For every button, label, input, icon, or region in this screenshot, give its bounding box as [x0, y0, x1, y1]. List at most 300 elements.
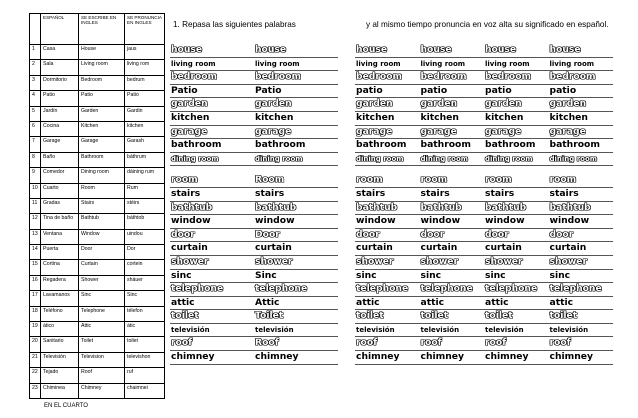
practice-word: patio [484, 84, 549, 98]
practice-spacer [170, 166, 338, 175]
section-title: EN EL CUARTO [44, 403, 88, 409]
practice-word: sinc [484, 269, 549, 283]
practice-word: Door [254, 228, 338, 242]
english-word: Shower [79, 275, 125, 290]
practice-word: televisión [549, 323, 614, 337]
practice-word: garden [420, 98, 485, 112]
practice-row [355, 323, 613, 337]
practice-word: dining room [420, 152, 485, 166]
header-written-english: SE ESCRIBE EN INGLES [79, 14, 125, 45]
practice-word: shower [484, 255, 549, 269]
pronunciation: báthtob [125, 214, 165, 229]
spanish-word: Ventana [41, 229, 79, 244]
practice-word: Sinc [254, 269, 338, 283]
table-row [30, 260, 165, 275]
table-row [30, 368, 165, 383]
practice-word: attic [484, 296, 549, 310]
practice-row [170, 310, 338, 324]
table-row [30, 275, 165, 290]
header-pronunciation: SE PRONUNCIA EN INGLES [125, 14, 165, 45]
row-number: 13 [30, 229, 41, 244]
practice-word: stairs [170, 187, 254, 201]
practice-row [170, 242, 338, 256]
row-number: 3 [30, 75, 41, 90]
practice-row [355, 139, 613, 153]
pronunciation: dáining rum [125, 168, 165, 183]
practice-word: televisión [170, 323, 254, 337]
practice-word: shower [254, 255, 338, 269]
practice-row [170, 215, 338, 229]
practice-word: living room [420, 57, 485, 71]
practice-word: roof [549, 337, 614, 351]
practice-word: dining room [355, 152, 420, 166]
english-word: House [79, 45, 125, 60]
practice-word: door [549, 228, 614, 242]
table-row [30, 352, 165, 367]
spanish-word: ático [41, 322, 79, 337]
spanish-word: Lavamanos [41, 291, 79, 306]
spanish-word: Cuarto [41, 183, 79, 198]
practice-row [170, 283, 338, 297]
practice-row [355, 269, 613, 283]
practice-row [170, 228, 338, 242]
english-word: Stairs [79, 198, 125, 213]
row-number: 1 [30, 45, 41, 60]
english-word: Garage [79, 137, 125, 152]
practice-word: bathroom [549, 139, 614, 153]
practice-row [170, 337, 338, 351]
practice-word: stairs [254, 187, 338, 201]
practice-word: bedroom [355, 71, 420, 85]
practice-row [170, 174, 338, 187]
spanish-word: Casa [41, 45, 79, 60]
practice-word: bedroom [170, 71, 254, 85]
practice-word: roof [355, 337, 420, 351]
practice-row [355, 351, 613, 365]
pronunciation: ruf [125, 368, 165, 383]
pronunciation: toilet [125, 337, 165, 352]
practice-word: window [549, 215, 614, 229]
practice-word: roof [484, 337, 549, 351]
practice-word: bedroom [254, 71, 338, 85]
table-row [30, 152, 165, 167]
practice-word: garage [420, 125, 485, 139]
vocabulary-header-row [30, 14, 165, 45]
english-word: Bathroom [79, 152, 125, 167]
practice-row [170, 84, 338, 98]
practice-word: kitchen [355, 111, 420, 125]
pronunciation: televishon [125, 352, 165, 367]
practice-row [170, 255, 338, 269]
practice-word: attic [170, 296, 254, 310]
practice-row [170, 71, 338, 85]
practice-row [355, 57, 613, 71]
practice-word: bathroom [254, 139, 338, 153]
practice-word: house [170, 44, 254, 57]
practice-word: dining room [484, 152, 549, 166]
practice-word: telephone [420, 283, 485, 297]
table-row [30, 60, 165, 75]
practice-word: sinc [549, 269, 614, 283]
row-number: 10 [30, 183, 41, 198]
practice-word: garden [254, 98, 338, 112]
practice-word: televisión [484, 323, 549, 337]
english-word: Bedroom [79, 75, 125, 90]
practice-word: chimney [420, 351, 485, 365]
practice-word: house [484, 44, 549, 57]
english-word: Toilet [79, 337, 125, 352]
practice-row [170, 323, 338, 337]
practice-row [355, 125, 613, 139]
practice-word: garden [484, 98, 549, 112]
practice-row [170, 296, 338, 310]
practice-word: window [484, 215, 549, 229]
practice-word: living room [170, 57, 254, 71]
practice-word: living room [355, 57, 420, 71]
practice-word: televisión [254, 323, 338, 337]
practice-word: chimney [170, 351, 254, 365]
practice-row [170, 57, 338, 71]
practice-word: house [549, 44, 614, 57]
practice-row [355, 111, 613, 125]
practice-word: Roof [254, 337, 338, 351]
row-number: 17 [30, 291, 41, 306]
row-number: 6 [30, 121, 41, 136]
table-row [30, 121, 165, 136]
practice-row [170, 152, 338, 166]
practice-word: room [170, 174, 254, 187]
practice-word: living room [484, 57, 549, 71]
table-row [30, 91, 165, 106]
pronunciation: living rom [125, 60, 165, 75]
practice-word: toilet [355, 310, 420, 324]
spanish-word: Cortina [41, 260, 79, 275]
practice-word: bathtub [254, 201, 338, 215]
practice-row [355, 201, 613, 215]
spanish-word: Patio [41, 91, 79, 106]
practice-word: bedroom [549, 71, 614, 85]
practice-row [170, 351, 338, 365]
practice-row [170, 98, 338, 112]
english-word: Sinc [79, 291, 125, 306]
practice-word: garage [355, 125, 420, 139]
table-row [30, 337, 165, 352]
practice-word: garden [170, 98, 254, 112]
practice-word: telephone [549, 283, 614, 297]
practice-row [355, 242, 613, 256]
table-row [30, 106, 165, 121]
pronunciation: Patio [125, 91, 165, 106]
practice-word: stairs [355, 187, 420, 201]
practice-row [355, 174, 613, 187]
pronunciation: stéirs [125, 198, 165, 213]
table-row [30, 306, 165, 321]
spanish-word: Dormitorio [41, 75, 79, 90]
practice-word: televisión [355, 323, 420, 337]
english-word: Door [79, 245, 125, 260]
practice-row [355, 152, 613, 166]
practice-word: Patio [254, 84, 338, 98]
practice-word: attic [549, 296, 614, 310]
practice-row [355, 310, 613, 324]
practice-word: curtain [355, 242, 420, 256]
spanish-word: Garage [41, 137, 79, 152]
row-number: 2 [30, 60, 41, 75]
practice-grid-right [355, 44, 613, 365]
table-row [30, 168, 165, 183]
practice-word: patio [549, 84, 614, 98]
spanish-word: Teléfono [41, 306, 79, 321]
practice-word: bedroom [420, 71, 485, 85]
english-word: Chimney [79, 383, 125, 398]
practice-word: attic [355, 296, 420, 310]
english-word: Garden [79, 106, 125, 121]
practice-word: dining room [254, 152, 338, 166]
instruction-left: 1. Repasa las siguientes palabras [173, 20, 296, 29]
row-number: 20 [30, 337, 41, 352]
practice-word: kitchen [170, 111, 254, 125]
pronunciation: bedrum [125, 75, 165, 90]
spanish-word: Cocina [41, 121, 79, 136]
row-number: 11 [30, 198, 41, 213]
practice-word: room [355, 174, 420, 187]
practice-word: living room [254, 57, 338, 71]
practice-word: shower [170, 255, 254, 269]
practice-word: attic [420, 296, 485, 310]
english-word: Attic [79, 322, 125, 337]
english-word: Patio [79, 91, 125, 106]
practice-word: window [170, 215, 254, 229]
practice-word: patio [355, 84, 420, 98]
vocabulary-table [29, 13, 165, 399]
practice-word: bathtub [484, 201, 549, 215]
spanish-word: Regadera [41, 275, 79, 290]
row-number: 5 [30, 106, 41, 121]
practice-row [170, 201, 338, 215]
spanish-word: Televisión [41, 352, 79, 367]
english-word: Curtain [79, 260, 125, 275]
table-row [30, 322, 165, 337]
spanish-word: Sanitario [41, 337, 79, 352]
row-number: 8 [30, 152, 41, 167]
practice-word: curtain [420, 242, 485, 256]
practice-word: televisión [420, 323, 485, 337]
header-spanish: ESPAÑOL [41, 14, 79, 45]
row-number: 9 [30, 168, 41, 183]
practice-word: Patio [170, 84, 254, 98]
practice-word: patio [420, 84, 485, 98]
table-row [30, 137, 165, 152]
spanish-word: Tejado [41, 368, 79, 383]
practice-word: chimney [254, 351, 338, 365]
practice-word: garage [254, 125, 338, 139]
practice-word: stairs [549, 187, 614, 201]
practice-word: window [355, 215, 420, 229]
row-number: 14 [30, 245, 41, 260]
practice-word: room [420, 174, 485, 187]
spanish-word: Jardín [41, 106, 79, 121]
practice-row [355, 187, 613, 201]
practice-row [355, 98, 613, 112]
practice-word: toilet [420, 310, 485, 324]
english-word: Television [79, 352, 125, 367]
practice-word: curtain [484, 242, 549, 256]
table-row [30, 45, 165, 60]
practice-word: telephone [484, 283, 549, 297]
practice-word: shower [549, 255, 614, 269]
practice-word: bathtub [355, 201, 420, 215]
table-row [30, 383, 165, 398]
row-number: 19 [30, 322, 41, 337]
practice-word: shower [355, 255, 420, 269]
spanish-word: Gradas [41, 198, 79, 213]
practice-word: curtain [549, 242, 614, 256]
spanish-word: Tina de baño [41, 214, 79, 229]
practice-word: roof [170, 337, 254, 351]
practice-word: bathtub [420, 201, 485, 215]
row-number: 16 [30, 275, 41, 290]
practice-word: stairs [420, 187, 485, 201]
english-word: Roof [79, 368, 125, 383]
practice-word: garden [549, 98, 614, 112]
instruction-right: y al mismo tiempo pronuncia en voz alta su significado en español. [366, 20, 609, 29]
spanish-word: Chiminea [41, 383, 79, 398]
practice-word: stairs [484, 187, 549, 201]
pronunciation: chaimnei [125, 383, 165, 398]
table-row [30, 75, 165, 90]
practice-word: bathtub [170, 201, 254, 215]
practice-word: Room [254, 174, 338, 187]
practice-row [355, 337, 613, 351]
practice-word: door [420, 228, 485, 242]
english-word: Kitchen [79, 121, 125, 136]
practice-word: bathroom [355, 139, 420, 153]
practice-word: living room [549, 57, 614, 71]
practice-word: bedroom [484, 71, 549, 85]
pronunciation: kitchen [125, 121, 165, 136]
practice-word: sinc [420, 269, 485, 283]
table-row [30, 198, 165, 213]
table-row [30, 229, 165, 244]
practice-word: dining room [170, 152, 254, 166]
practice-row [170, 111, 338, 125]
practice-word: sinc [355, 269, 420, 283]
practice-word: chimney [355, 351, 420, 365]
practice-row [355, 44, 613, 57]
practice-row [355, 283, 613, 297]
pronunciation: Gardin [125, 106, 165, 121]
row-number: 15 [30, 260, 41, 275]
practice-word: kitchen [254, 111, 338, 125]
practice-word: toilet [484, 310, 549, 324]
practice-row [355, 71, 613, 85]
practice-word: dining room [549, 152, 614, 166]
practice-word: door [484, 228, 549, 242]
row-number: 21 [30, 352, 41, 367]
practice-word: house [254, 44, 338, 57]
practice-word: room [549, 174, 614, 187]
english-word: Window [79, 229, 125, 244]
practice-row [170, 269, 338, 283]
spanish-word: Puerta [41, 245, 79, 260]
english-word: Telephone [79, 306, 125, 321]
practice-word: roof [420, 337, 485, 351]
pronunciation: báthrum [125, 152, 165, 167]
table-row [30, 245, 165, 260]
practice-spacer [355, 166, 613, 175]
practice-word: sinc [170, 269, 254, 283]
pronunciation: télefon [125, 306, 165, 321]
practice-word: kitchen [484, 111, 549, 125]
english-word: Dining room [79, 168, 125, 183]
practice-row [355, 84, 613, 98]
practice-grid-left [170, 44, 338, 365]
pronunciation: jaus [125, 45, 165, 60]
practice-word: kitchen [549, 111, 614, 125]
row-number: 12 [30, 214, 41, 229]
practice-word: curtain [254, 242, 338, 256]
header-number [30, 14, 41, 45]
pronunciation: Rum [125, 183, 165, 198]
practice-word: house [355, 44, 420, 57]
practice-word: bathroom [484, 139, 549, 153]
english-word: Living room [79, 60, 125, 75]
pronunciation: Sinc [125, 291, 165, 306]
row-number: 22 [30, 368, 41, 383]
practice-row [355, 296, 613, 310]
practice-word: window [254, 215, 338, 229]
row-number: 7 [30, 137, 41, 152]
table-row [30, 291, 165, 306]
practice-row [170, 187, 338, 201]
table-row [30, 183, 165, 198]
practice-row [355, 255, 613, 269]
english-word: Room [79, 183, 125, 198]
pronunciation: uindou [125, 229, 165, 244]
practice-word: telephone [254, 283, 338, 297]
practice-word: Toilet [254, 310, 338, 324]
practice-row [170, 44, 338, 57]
practice-word: bathroom [170, 139, 254, 153]
practice-row [170, 125, 338, 139]
practice-word: garage [549, 125, 614, 139]
pronunciation: Dor [125, 245, 165, 260]
practice-word: garden [355, 98, 420, 112]
practice-word: chimney [484, 351, 549, 365]
table-row [30, 214, 165, 229]
practice-word: house [420, 44, 485, 57]
practice-row [355, 228, 613, 242]
practice-word: toilet [549, 310, 614, 324]
practice-word: curtain [170, 242, 254, 256]
practice-row [170, 139, 338, 153]
practice-word: bathroom [420, 139, 485, 153]
practice-word: room [484, 174, 549, 187]
row-number: 18 [30, 306, 41, 321]
pronunciation: sháuer [125, 275, 165, 290]
practice-word: bathtub [549, 201, 614, 215]
row-number: 23 [30, 383, 41, 398]
practice-word: telephone [355, 283, 420, 297]
practice-word: telephone [170, 283, 254, 297]
practice-word: chimney [549, 351, 614, 365]
spanish-word: Comedor [41, 168, 79, 183]
practice-word: door [170, 228, 254, 242]
practice-word: shower [420, 255, 485, 269]
practice-row [355, 215, 613, 229]
practice-word: door [355, 228, 420, 242]
practice-word: garage [170, 125, 254, 139]
